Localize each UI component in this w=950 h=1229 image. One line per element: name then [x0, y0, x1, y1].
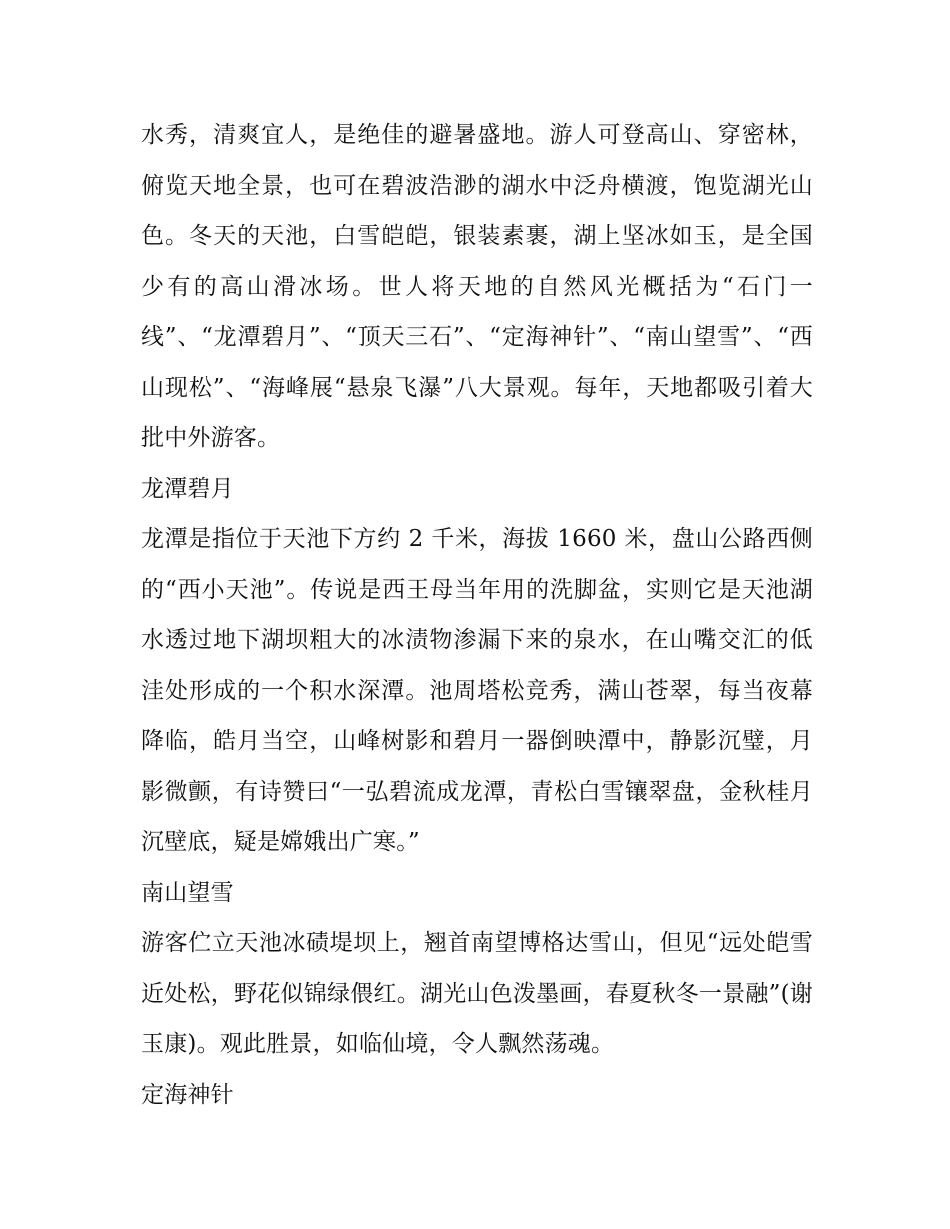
heading-longtan-biyue: 龙潭碧月 — [141, 475, 234, 502]
paragraph-intro: 水秀，清爽宜人，是绝佳的避暑盛地。游人可登高山、穿密林，俯览天地全景，也可在碧波浩渺的湖水中泛舟横渡，饱览湖光山色。冬天的天池，白雪皑皑，银装素裹，湖上坚冰如玉，是全国少有的高山滑冰场。世人将天地的自然风光概括为“石门一线”、“龙潭碧月”、“顶天三石”、“定海神针”、“南山望雪”、“西山现松”、“海峰展“悬泉飞瀑”八大景观。每年，天地都吸引着大批中外游客。 — [141, 122, 813, 451]
paragraph-nanshan-wangxue: 游客伫立天池冰碛堤坝上，翘首南望博格达雪山，但见“远处皑雪近处松，野花似锦绿偎红。湖光山色泼墨画，春夏秋冬一景融”(谢玉康)。观此胜景，如临仙境，令人飘然荡魂。 — [141, 930, 813, 1057]
heading-dinghai-shenzhen: 定海神针 — [141, 1081, 234, 1108]
paragraph-longtan-biyue: 龙潭是指位于天池下方约 2 千米，海拔 1660 米，盘山公路西侧的“西小天池”。传说是西王母当年用的洗脚盆，实则它是天池湖水透过地下湖坝粗大的冰渍物渗漏下来的泉水，在山嘴交汇的低洼处形成的一个积水深潭。池周塔松竞秀，满山苍翠，每当夜幕降临，皓月当空，山峰树影和碧月一器倒映潭中，静影沉璧，月影微颤，有诗赞曰“一弘碧流成龙潭，青松白雪镶翠盘，金秋桂月沉壁底，疑是嫦娥出广寒。” — [141, 526, 813, 855]
heading-nanshan-wangxue: 南山望雪 — [141, 879, 234, 906]
document-page — [141, 110, 813, 1120]
